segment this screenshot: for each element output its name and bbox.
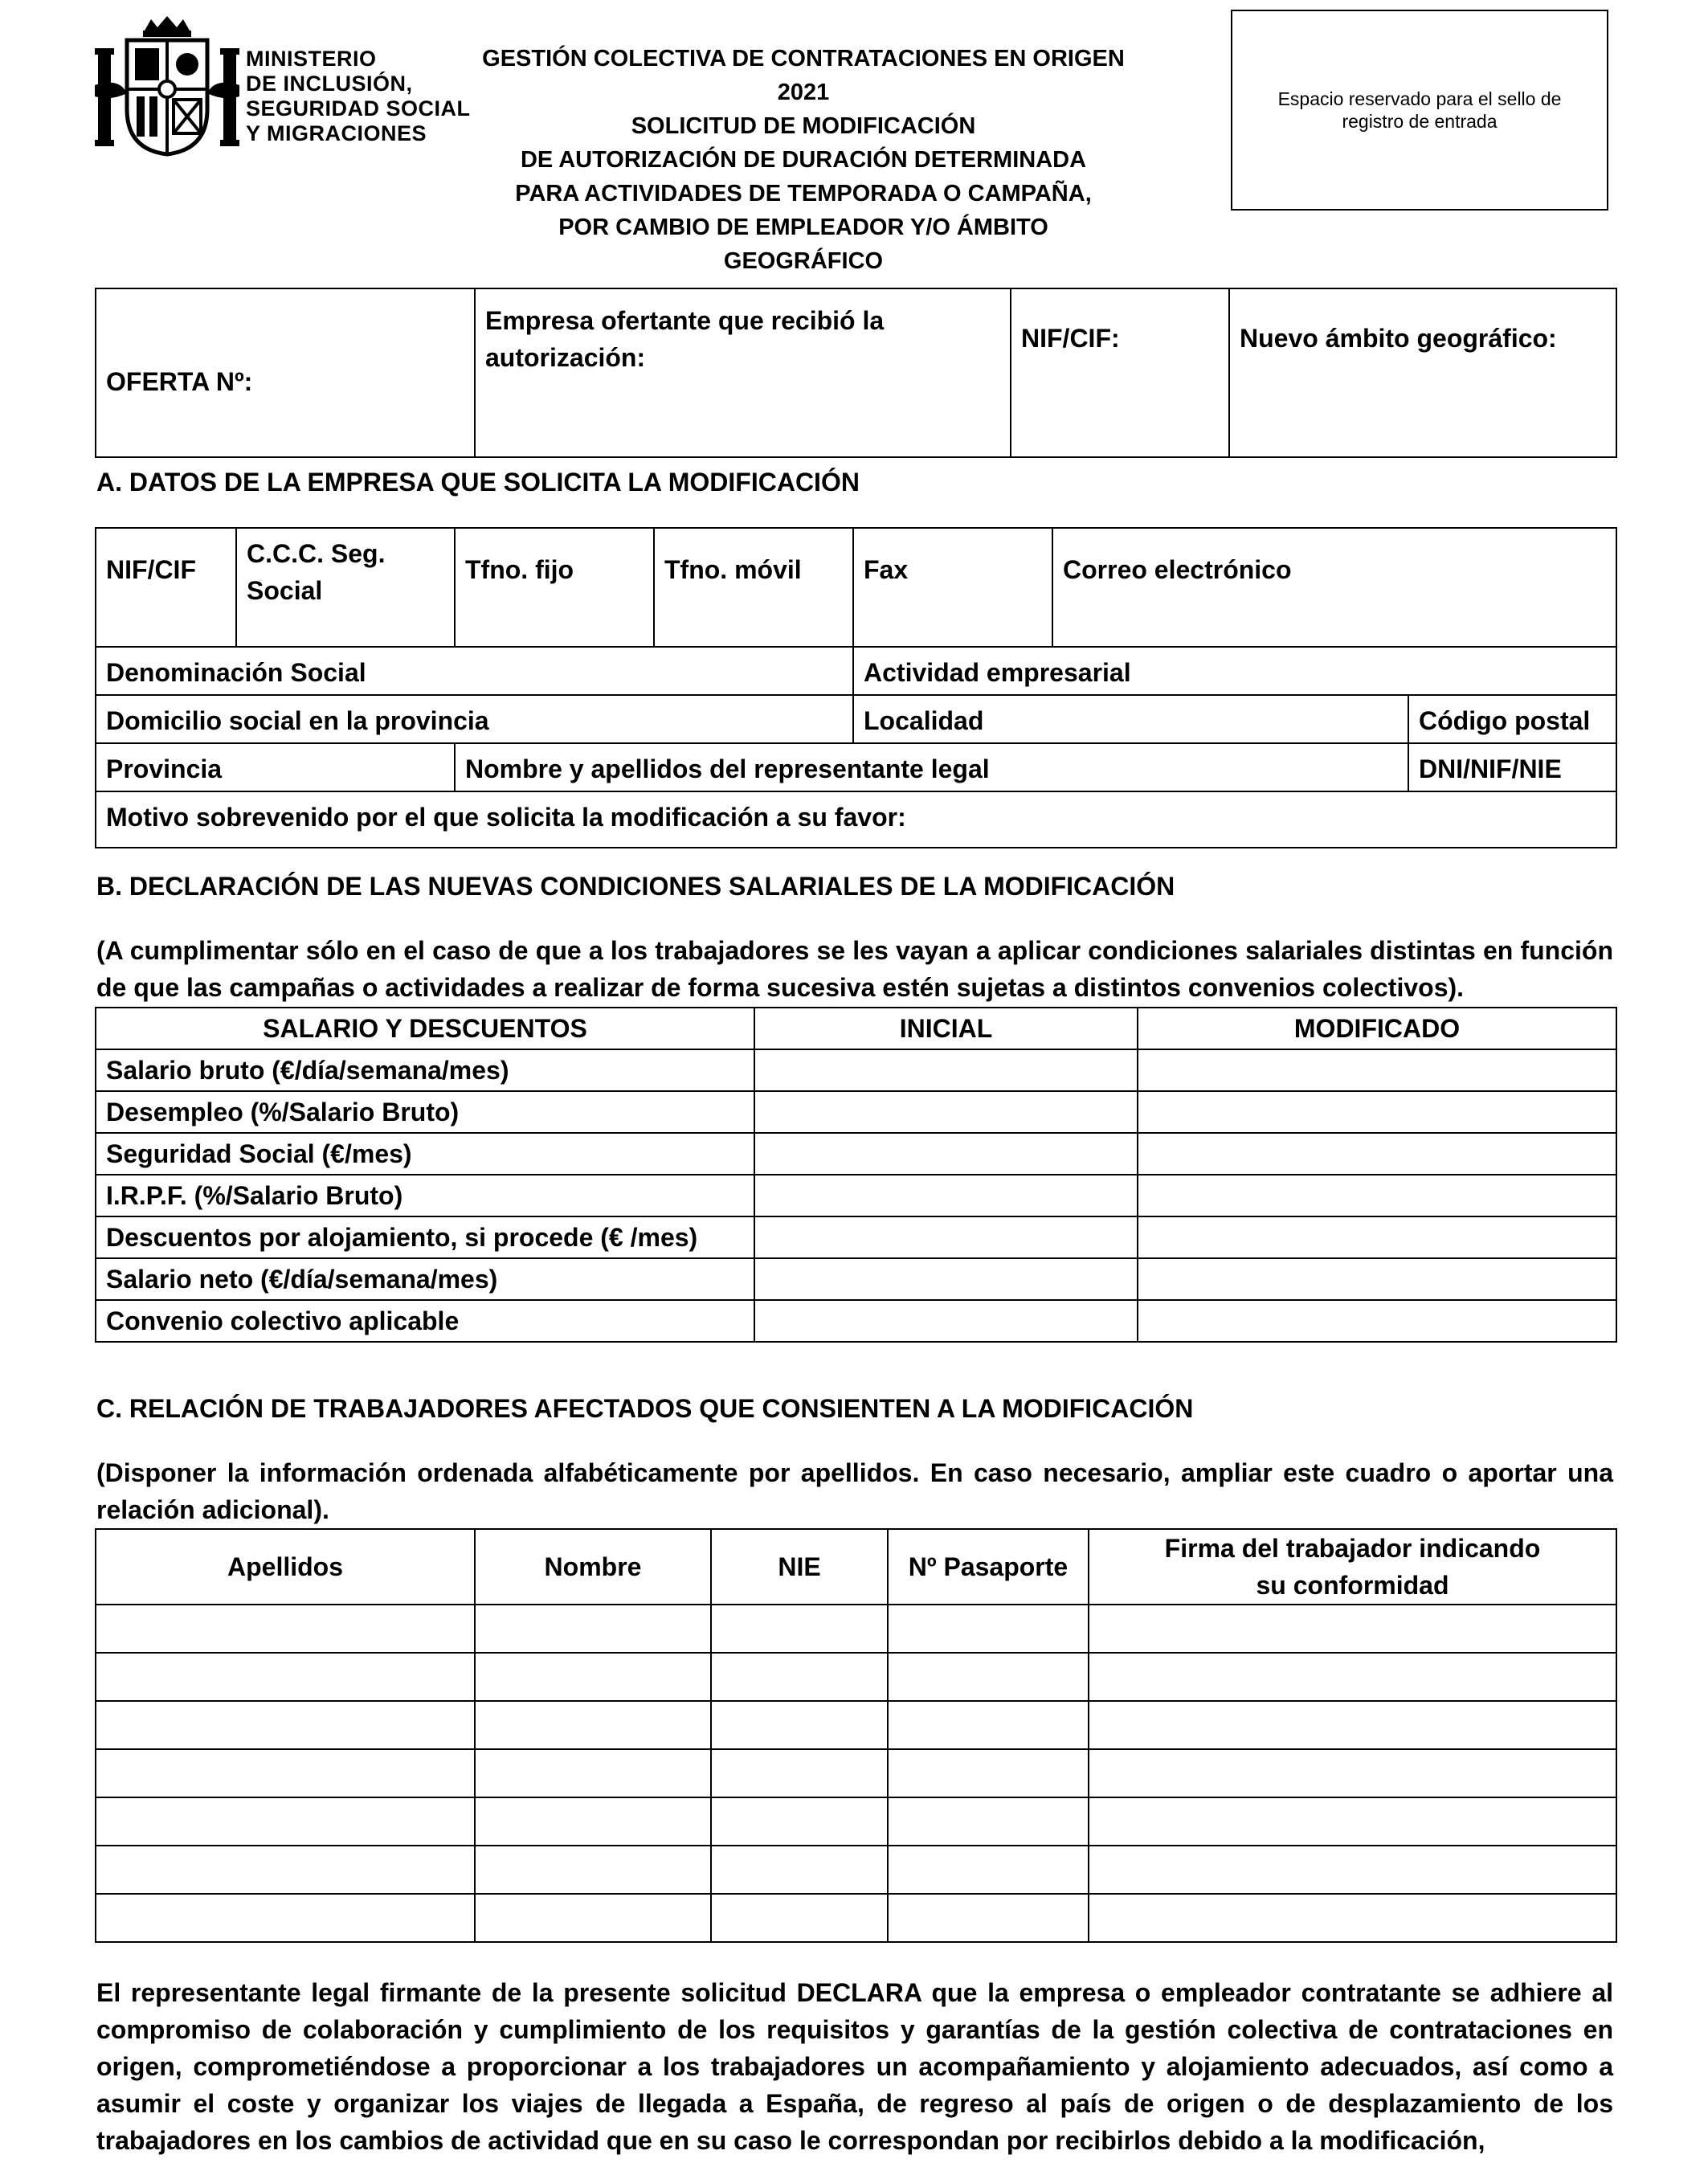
nie-cell[interactable] <box>711 1749 888 1797</box>
ministry-name: MINISTERIO DE INCLUSIÓN, SEGURIDAD SOCIAL Y MIGRACIONES <box>246 47 471 145</box>
signature-cell[interactable] <box>1089 1701 1616 1749</box>
initial-cell[interactable] <box>754 1133 1138 1175</box>
legal-representative-field[interactable]: Nombre y apellidos del representante legal <box>455 743 1408 791</box>
name-header: Nombre <box>475 1529 711 1605</box>
modified-cell[interactable] <box>1138 1258 1616 1300</box>
row-label: Descuentos por alojamiento, si procede (€ /mes) <box>96 1216 754 1258</box>
phone-field[interactable]: Tfno. fijo <box>455 528 654 647</box>
row-label: I.R.P.F. (%/Salario Bruto) <box>96 1175 754 1216</box>
table-row <box>96 1846 1616 1894</box>
table-row <box>96 1749 1616 1797</box>
row-label: Seguridad Social (€/mes) <box>96 1133 754 1175</box>
table-row <box>96 1091 1616 1133</box>
nif-cif-field[interactable]: NIF/CIF <box>96 528 236 647</box>
nie-cell[interactable] <box>711 1653 888 1701</box>
passport-cell[interactable] <box>888 1797 1089 1846</box>
passport-cell[interactable] <box>888 1605 1089 1653</box>
name-cell[interactable] <box>475 1846 711 1894</box>
nie-cell[interactable] <box>711 1894 888 1942</box>
initial-cell[interactable] <box>754 1216 1138 1258</box>
surname-cell[interactable] <box>96 1894 475 1942</box>
surname-cell[interactable] <box>96 1653 475 1701</box>
offer-number-field[interactable]: OFERTA Nº: <box>96 288 475 457</box>
name-cell[interactable] <box>475 1653 711 1701</box>
passport-cell[interactable] <box>888 1894 1089 1942</box>
row-label: Salario bruto (€/día/semana/mes) <box>96 1049 754 1091</box>
row-label: Convenio colectivo aplicable <box>96 1300 754 1342</box>
section-c-title: C. RELACIÓN DE TRABAJADORES AFECTADOS QUE CONSIENTEN A LA MODIFICACIÓN <box>96 1394 1194 1423</box>
row-label: Salario neto (€/día/semana/mes) <box>96 1258 754 1300</box>
signature-header: Firma del trabajador indicando su conformidad <box>1089 1529 1616 1605</box>
registry-stamp-box <box>1231 10 1608 211</box>
signature-cell[interactable] <box>1089 1894 1616 1942</box>
passport-cell[interactable] <box>888 1701 1089 1749</box>
section-a-title: A. DATOS DE LA EMPRESA QUE SOLICITA LA MODIFICACIÓN <box>96 468 860 497</box>
initial-cell[interactable] <box>754 1091 1138 1133</box>
row-label: Desempleo (%/Salario Bruto) <box>96 1091 754 1133</box>
modified-cell[interactable] <box>1138 1049 1616 1091</box>
nie-cell[interactable] <box>711 1797 888 1846</box>
nie-cell[interactable] <box>711 1701 888 1749</box>
modified-cell[interactable] <box>1138 1175 1616 1216</box>
modified-cell[interactable] <box>1138 1216 1616 1258</box>
table-row <box>96 1605 1616 1653</box>
signature-cell[interactable] <box>1089 1846 1616 1894</box>
initial-header: INICIAL <box>754 1008 1138 1049</box>
table-row <box>96 1133 1616 1175</box>
signature-cell[interactable] <box>1089 1797 1616 1846</box>
surname-cell[interactable] <box>96 1605 475 1653</box>
name-cell[interactable] <box>475 1894 711 1942</box>
surname-cell[interactable] <box>96 1797 475 1846</box>
nie-header: NIE <box>711 1529 888 1605</box>
reason-field[interactable]: Motivo sobrevenido por el que solicita la modificación a su favor: <box>96 791 1616 848</box>
section-c-note: (Disponer la información ordenada alfabéticamente por apellidos. En caso necesario, ampliar este cuadro o aportar una relación adicional). <box>96 1458 1613 1524</box>
signature-cell[interactable] <box>1089 1605 1616 1653</box>
table-row <box>96 1175 1616 1216</box>
modified-cell[interactable] <box>1138 1091 1616 1133</box>
modified-header: MODIFICADO <box>1138 1008 1616 1049</box>
locality-field[interactable]: Localidad <box>853 695 1408 743</box>
initial-cell[interactable] <box>754 1300 1138 1342</box>
workers-table <box>95 1528 1617 1943</box>
salary-header: SALARIO Y DESCUENTOS <box>96 1008 754 1049</box>
province-field[interactable]: Provincia <box>96 743 455 791</box>
modified-cell[interactable] <box>1138 1133 1616 1175</box>
offer-table <box>95 288 1617 458</box>
table-row <box>96 1049 1616 1091</box>
signature-cell[interactable] <box>1089 1749 1616 1797</box>
passport-header: Nº Pasaporte <box>888 1529 1089 1605</box>
name-cell[interactable] <box>475 1797 711 1846</box>
salary-table <box>95 1007 1617 1343</box>
section-b-note: (A cumplimentar sólo en el caso de que a los trabajadores se les vayan a aplicar condiciones salariales distintas en función de que las campañas o actividades a realizar de forma sucesiva estén sujetas a distintos convenios colectivos). <box>96 936 1613 1002</box>
initial-cell[interactable] <box>754 1175 1138 1216</box>
form-title: GESTIÓN COLECTIVA DE CONTRATACIONES EN ORIGEN 2021 SOLICITUD DE MODIFICACIÓN DE AUTORIZACIÓN DE DURACIÓN DETERMINADA PARA ACTIVIDADES DE TEMPORADA O CAMPAÑA, POR CAMBIO DE EMPLEADOR Y/O ÁMBITO GEOGRÁFICO <box>482 46 1125 274</box>
section-b-title: B. DECLARACIÓN DE LAS NUEVAS CONDICIONES SALARIALES DE LA MODIFICACIÓN <box>96 872 1175 901</box>
business-activity-field[interactable]: Actividad empresarial <box>853 647 1616 695</box>
surname-cell[interactable] <box>96 1846 475 1894</box>
coat-of-arms-icon <box>95 13 239 157</box>
email-field[interactable]: Correo electrónico <box>1052 528 1616 647</box>
nie-cell[interactable] <box>711 1605 888 1653</box>
offering-company-field[interactable]: Empresa ofertante que recibió la autorización: <box>475 288 1011 457</box>
passport-cell[interactable] <box>888 1846 1089 1894</box>
name-cell[interactable] <box>475 1605 711 1653</box>
surname-header: Apellidos <box>96 1529 475 1605</box>
passport-cell[interactable] <box>888 1653 1089 1701</box>
table-row <box>96 1216 1616 1258</box>
signature-cell[interactable] <box>1089 1653 1616 1701</box>
stamp-box-label: Espacio reservado para el sello de registro de entrada <box>1277 88 1562 132</box>
table-row <box>96 1258 1616 1300</box>
new-geo-scope-field[interactable]: Nuevo ámbito geográfico: <box>1229 288 1616 457</box>
name-cell[interactable] <box>475 1749 711 1797</box>
table-row <box>96 1701 1616 1749</box>
modified-cell[interactable] <box>1138 1300 1616 1342</box>
table-row <box>96 1894 1616 1942</box>
nie-cell[interactable] <box>711 1846 888 1894</box>
table-row <box>96 1797 1616 1846</box>
company-name-field[interactable]: Denominación Social <box>96 647 853 695</box>
surname-cell[interactable] <box>96 1701 475 1749</box>
name-cell[interactable] <box>475 1701 711 1749</box>
ccc-field[interactable]: C.C.C. Seg. Social <box>236 528 455 647</box>
table-row <box>96 1653 1616 1701</box>
initial-cell[interactable] <box>754 1258 1138 1300</box>
declaration-text: El representante legal firmante de la presente solicitud DECLARA que la empresa o empleador contratante se adhiere al compromiso de colaboración y cumplimiento de los requisitos y garantías de la gestión colectiva de contrataciones en origen, comprometiéndose a proporcionar a los trabajadores un acompañamiento y alojamiento adecuados, así como a asumir el coste y organizar los viajes de llegada a España, de regreso al país de origen o de desplazamiento de los trabajadores en los cambios de actividad que en su caso le correspondan por recibirlos debido a la modificación, <box>96 1978 1613 2155</box>
fax-field[interactable]: Fax <box>853 528 1052 647</box>
table-row <box>96 1300 1616 1342</box>
initial-cell[interactable] <box>754 1049 1138 1091</box>
surname-cell[interactable] <box>96 1749 475 1797</box>
passport-cell[interactable] <box>888 1749 1089 1797</box>
mobile-field[interactable]: Tfno. móvil <box>654 528 853 647</box>
company-data-table <box>95 527 1617 848</box>
postal-code-field[interactable]: Código postal <box>1408 695 1616 743</box>
registered-address-field[interactable]: Domicilio social en la provincia <box>96 695 853 743</box>
offer-nif-field[interactable]: NIF/CIF: <box>1011 288 1229 457</box>
representative-id-field[interactable]: DNI/NIF/NIE <box>1408 743 1616 791</box>
